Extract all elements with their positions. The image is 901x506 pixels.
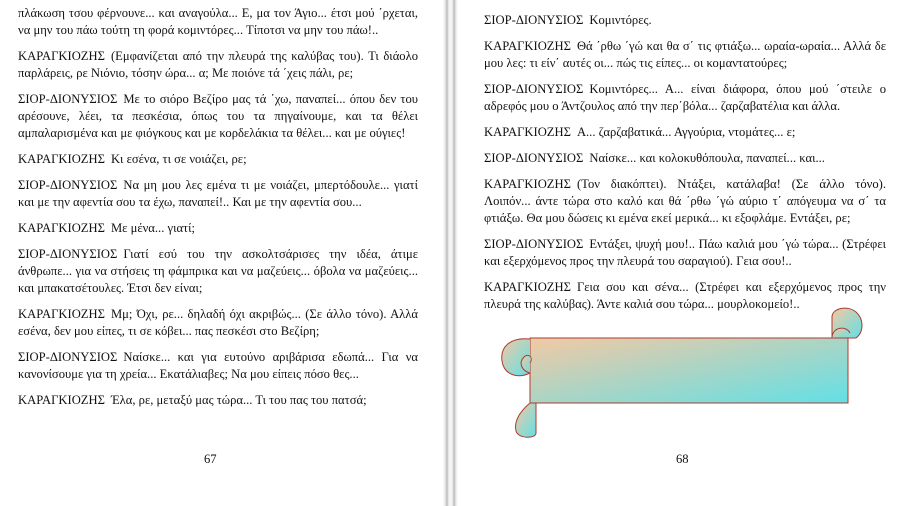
dialogue-text: Κομιντόρες.: [589, 13, 652, 27]
dialogue-line: [484, 12, 886, 29]
dialogue-text: Γιατί εσύ του την ασκολτσάρισες την ιδέα, άτιμε άνθρωπε... για να στήσεις τη φάμπρικα και να μαζεύεις... όβολα να μαζεύεις... και μπακατσέτουλες. Έτσι δεν είναι;: [18, 247, 418, 295]
speaker-name: ΣΙΟΡ-ΔΙΟΝΥΣΙΟΣ: [484, 82, 584, 96]
dialogue-text: Α... ζαρζαβατικά... Αγγούρια, ντομάτες... ε;: [576, 125, 796, 139]
dialogue-text: Μμ; Όχι, ρε... δηλαδή όχι ακριβώς... (Σε άλλο τόνο). Αλλά εσένα, δεν μου είπες, τι σε κόβει... πας πεσκέσι στο Βεζίρη;: [18, 307, 418, 338]
dialogue-line: [484, 176, 886, 227]
dialogue-line: [18, 246, 418, 297]
speaker-name: ΚΑΡΑΓΚΙΟΖΗΣ: [18, 152, 105, 166]
speaker-name: ΚΑΡΑΓΚΙΟΖΗΣ: [484, 39, 571, 53]
left-page-text: [18, 5, 418, 418]
page-number: 67: [204, 452, 217, 466]
dialogue-text: Ναίσκε... και κολοκυθόπουλα, παναπεί... και...: [589, 151, 825, 165]
dialogue-text: Έλα, ρε, μεταξύ μας τώρα... Τι του πας του πατσά;: [110, 393, 367, 407]
dialogue-line: [484, 124, 886, 141]
speaker-name: ΚΑΡΑΓΚΙΟΖΗΣ: [18, 307, 105, 321]
dialogue-line: [484, 150, 886, 167]
dialogue-text: Ναίσκε... και για ευτούνο αριβάρισα εδωπά... Για να κανονίσουμε για τη χρεία... Εκατάλιαβες; Να μου είπεις πόσο θες...: [18, 350, 418, 381]
dialogue-text: (Εμφανίζεται από την πλευρά της καλύβας του). Τι διάολο παρλάρεις, ρε Νιόνιο, τόσην ώρα... α; Με ποιόνε τά ΄χεις πάλι, ρε;: [18, 49, 418, 80]
dialogue-line: [18, 349, 418, 383]
dialogue-line: [18, 392, 418, 409]
speaker-name: ΣΙΟΡ-ΔΙΟΝΥΣΙΟΣ: [18, 92, 118, 106]
scroll-banner-icon: [496, 305, 872, 441]
speaker-name: ΚΑΡΑΓΚΙΟΖΗΣ: [18, 221, 105, 235]
dialogue-line: [18, 151, 418, 168]
dialogue-line: [484, 81, 886, 115]
dialogue-text: Θά ΄ρθω ΄γώ και θα σ΄ τις φτιάξω... ωραία-ωραία... Αλλά δε μου λες: τι είν΄ αυτές οι... πώς τις είπες... οι κομαντατούρες;: [484, 39, 886, 70]
dialogue-text: Να μη μου λες εμένα τι με νοιάζει, μπερτόδουλε... γιατί και με την αφεντία σου τα έχω, παναπεί!.. Και με την αφεντία σου...: [18, 178, 418, 209]
dialogue-text: Με μένα... γιατί;: [110, 221, 195, 235]
dialogue-line: [18, 177, 418, 211]
speaker-name: ΣΙΟΡ-ΔΙΟΝΥΣΙΟΣ: [18, 247, 118, 261]
dialogue-line: [18, 91, 418, 142]
dialogue-line: πλάκωση τσου φέρνουνε... και αναγούλα... Ε, μα τον Άγιο... έτσι μού ΄ρχεται, να μην του πάω τούτη τη φορά κομιντόρες... Τίποτσι να μην του πάω!..: [18, 6, 418, 37]
speaker-name: ΣΙΟΡ-ΔΙΟΝΥΣΙΟΣ: [18, 178, 118, 192]
dialogue-line: [484, 236, 886, 270]
speaker-name: ΣΙΟΡ-ΔΙΟΝΥΣΙΟΣ: [484, 13, 584, 27]
book-gutter: [443, 0, 458, 506]
dialogue-text: Κι εσένα, τι σε νοιάζει, ρε;: [110, 152, 247, 166]
speaker-name: ΚΑΡΑΓΚΙΟΖΗΣ: [484, 125, 571, 139]
speaker-name: ΣΙΟΡ-ΔΙΟΝΥΣΙΟΣ: [484, 237, 584, 251]
speaker-name: ΣΙΟΡ-ΔΙΟΝΥΣΙΟΣ: [484, 151, 584, 165]
speaker-name: ΚΑΡΑΓΚΙΟΖΗΣ: [484, 177, 571, 191]
speaker-name: ΚΑΡΑΓΚΙΟΖΗΣ: [18, 393, 105, 407]
speaker-name: ΚΑΡΑΓΚΙΟΖΗΣ: [484, 280, 571, 294]
left-page: [0, 0, 443, 506]
speaker-name: ΚΑΡΑΓΚΙΟΖΗΣ: [18, 49, 105, 63]
dialogue-text: Γεια σου και σένα... (Στρέφει και εξερχόμενος προς την πλευρά της καλύβας). Άντε καλιά σου τώρα... μουρλοκομείο!..: [484, 280, 886, 311]
right-page-text: [484, 12, 886, 322]
dialogue-line: [18, 48, 418, 82]
dialogue-line: [18, 220, 418, 237]
page-number: 68: [676, 452, 689, 466]
dialogue-text: Με το σιόρο Βεζίρο μας τά ΄χω, παναπεί... όπου δεν του αρέσουνε, λέει, τα πεσκέσια, όπως του τα πηγαίνουμε, και τα θέλει αμπαλαρισμένα και με φιόγκους και με κορδελάκια τα θέλει... και με ούγιες!: [18, 92, 418, 140]
dialogue-line: [18, 306, 418, 340]
dialogue-line: [484, 38, 886, 72]
dialogue-text: (Τον διακόπτει). Ντάξει, κατάλαβα! (Σε άλλο τόνο). Λοιπόν... άντε τώρα στο καλό και θά ΄ρθω ΄γώ αύριο τ΄ απόγευμα να σ΄ τα φτιάξω. Θα μου δώσεις κι εμένα εκεί μερικά... κι εξοφλάμε. Εντάξει, ρε;: [484, 177, 886, 225]
dialogue-text: Κομιντόρες... Α... είναι διάφορα, όπου μού ΄στειλε ο αδρεφός μου ο Άντζουλος από την περ΄βόλα... ζαρζαβατέλια και άλλα.: [484, 82, 886, 113]
speaker-name: ΣΙΟΡ-ΔΙΟΝΥΣΙΟΣ: [18, 350, 118, 364]
dialogue-text: Εντάξει, ψυχή μου!.. Πάω καλιά μου ΄γώ τώρα... (Στρέφει και εξερχόμενος προς την πλευρά του σαραγιού). Γεια σου!..: [484, 237, 886, 268]
